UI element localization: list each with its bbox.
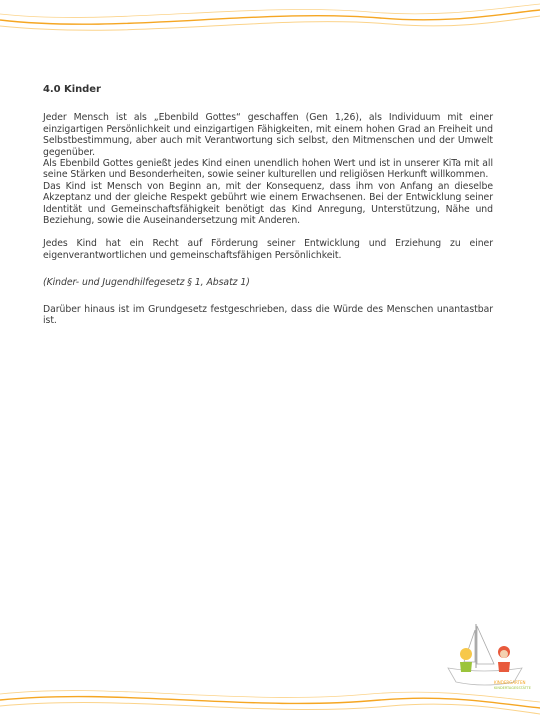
page-content bbox=[43, 84, 493, 327]
paragraph-mensch: Das Kind ist Mensch von Beginn an, mit der Konsequenz, dass ihm von Anfang an dieselbe Akzeptanz und der gleiche Respekt gebührt wie einem Erwachsenen. Bei der Entwicklung seiner Identität und Gemeinschaftsfähigkeit benötigt das Kind Anregung, Unterstützung, Nähe und Beziehung, sowie die Auseinandersetzung mit Anderen. bbox=[43, 180, 493, 227]
svg-text:KINDERGARTEN: KINDERGARTEN bbox=[494, 680, 526, 685]
paragraph-ebenbild: Jeder Mensch ist als „Ebenbild Gottes“ geschaffen (Gen 1,26), als Individuum mit einer einzigartigen Persönlichkeit und einzigartigen Fähigkeiten, mit einem hohen Grad an Freiheit und Selbstbestimmung, aber auch mit Verantwortung sich selbst, den Mitmenschen und der Umwelt gegenüber. bbox=[43, 112, 493, 158]
svg-text:KINDERTAGESSTÄTTE: KINDERTAGESSTÄTTE bbox=[494, 686, 532, 690]
paragraph-grundgesetz: Darüber hinaus ist im Grundgesetz festgeschrieben, dass die Würde des Menschen unantastbar ist. bbox=[43, 303, 493, 327]
law-citation: (Kinder- und Jugendhilfegesetz § 1, Absatz 1) bbox=[43, 277, 250, 289]
section-heading: 4.0 Kinder bbox=[43, 84, 101, 95]
kita-logo-icon bbox=[444, 618, 540, 698]
paragraph-recht: Jedes Kind hat ein Recht auf Förderung seiner Entwicklung und Erziehung zu einer eigenverantwortlichen und gemeinschaftsfähigen Persönlichkeit. bbox=[43, 238, 493, 261]
paragraph-wert: Als Ebenbild Gottes genießt jedes Kind einen unendlich hohen Wert und ist in unserer KiTa mit all seine Stärken und Besonderheiten, sowie seiner kulturellen und religiösen Herkunft willkommen. bbox=[43, 158, 493, 181]
top-wave-decoration bbox=[0, 0, 540, 48]
